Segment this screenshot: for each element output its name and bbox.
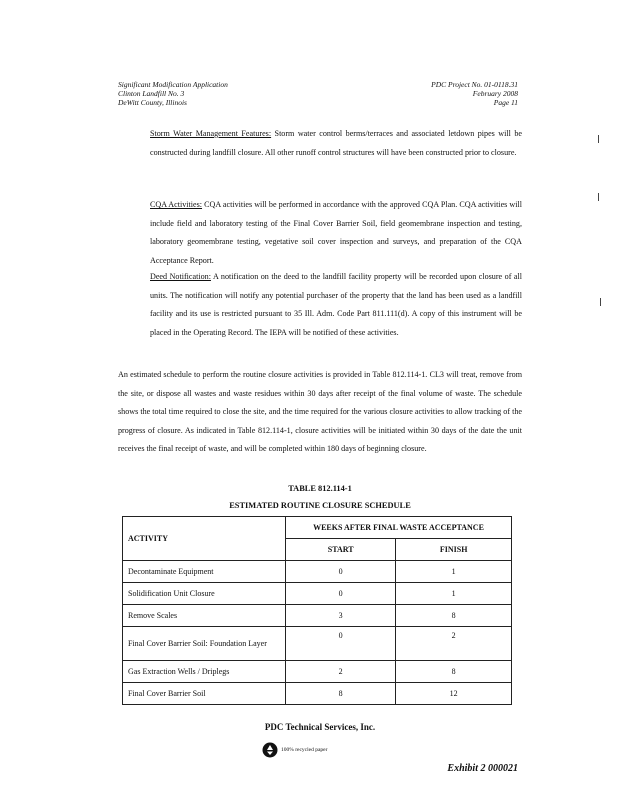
header-right-line-3: Page 11 — [493, 98, 518, 107]
exhibit-number: Exhibit 2 000021 — [447, 763, 518, 774]
table-row — [123, 583, 512, 605]
table-row — [123, 661, 512, 683]
table-header-row — [123, 517, 512, 539]
activity-cell: Final Cover Barrier Soil: Foundation Layer — [123, 627, 286, 661]
header-right-line-2: February 2008 — [472, 89, 518, 98]
start-header: START — [286, 539, 396, 561]
storm-water-label: Storm Water Management Features: — [150, 129, 272, 138]
scan-mark — [600, 298, 601, 306]
start-cell: 0 — [286, 583, 396, 605]
table-row — [123, 561, 512, 583]
cqa-paragraph — [150, 196, 522, 270]
finish-cell: 2 — [396, 627, 512, 661]
recycled-paper-note — [262, 742, 327, 758]
weeks-header: WEEKS AFTER FINAL WASTE ACCEPTANCE — [286, 517, 512, 539]
schedule-paragraph: An estimated schedule to perform the routine closure activities is provided in Table 812.114-1. CL3 will treat, remove from the site, or dispose all wastes and waste residues within 30 days after receipt of the final volume of waste. The schedule shows the total time required to close the site, and the time required for the various closure activities to allow tracking of the progress of closure. As indicated in Table 812.114-1, closure activities will be initiated within 30 days of the date the unit receives the final receipt of waste, and will be completed within 180 days of beginning closure. — [118, 370, 522, 454]
deed-notification-paragraph — [150, 268, 522, 342]
header-left-line-1: Significant Modification Application — [118, 80, 228, 89]
header-left-line-2: Clinton Landfill No. 3 — [118, 89, 185, 98]
table-title: ESTIMATED ROUTINE CLOSURE SCHEDULE — [229, 501, 411, 510]
start-cell: 8 — [286, 683, 396, 705]
storm-water-paragraph — [150, 125, 522, 162]
start-cell: 0 — [286, 627, 396, 661]
cqa-text: CQA activities will be performed in accordance with the approved CQA Plan. CQA activities will include field and laboratory testing of the Final Cover Barrier Soil, field geomembrane inspection and testing, laboratory geomembrane testing, vegetative soil cover inspection and surveys, and preparation of the CQA Acceptance Report. — [150, 200, 523, 265]
table-row — [123, 683, 512, 705]
header-right-line-1: PDC Project No. 01-0118.31 — [431, 80, 518, 89]
cqa-label: CQA Activities: — [150, 200, 203, 209]
scan-mark — [598, 193, 599, 201]
finish-cell: 1 — [396, 583, 512, 605]
start-cell: 3 — [286, 605, 396, 627]
recycled-text: 100% recycled paper — [281, 747, 328, 753]
finish-cell: 8 — [396, 605, 512, 627]
recycle-icon — [262, 742, 278, 758]
activity-cell: Gas Extraction Wells / Driplegs — [123, 661, 286, 683]
header-left — [118, 80, 228, 107]
deed-label: Deed Notification: — [150, 272, 211, 281]
finish-cell: 1 — [396, 561, 512, 583]
finish-header: FINISH — [396, 539, 512, 561]
table-row — [123, 605, 512, 627]
table-row — [123, 627, 512, 661]
header-left-line-3: DeWitt County, Illinois — [118, 98, 187, 107]
deed-text: A notification on the deed to the landfill facility property will be recorded upon closure of all units. The notification will notify any potential purchaser of the property that the land has been used as a landfill facility and its use is restricted pursuant to 35 Ill. Adm. Code Part 811.111(d). A copy of this instrument will be placed in the Operating Record. The IEPA will be notified of these activities. — [150, 272, 522, 337]
activity-header: ACTIVITY — [123, 517, 286, 561]
activity-cell: Final Cover Barrier Soil — [123, 683, 286, 705]
finish-cell: 12 — [396, 683, 512, 705]
start-cell: 0 — [286, 561, 396, 583]
header-right — [431, 80, 518, 107]
activity-cell: Solidification Unit Closure — [123, 583, 286, 605]
storm-water-text: Storm water control berms/terraces and associated letdown pipes will be constructed during landfill closure. All other runoff control structures will have been constructed prior to closure. — [150, 129, 522, 157]
closure-schedule-table — [122, 516, 512, 705]
activity-cell: Decontaminate Equipment — [123, 561, 286, 583]
table-number: TABLE 812.114-1 — [288, 484, 352, 493]
finish-cell: 8 — [396, 661, 512, 683]
start-cell: 2 — [286, 661, 396, 683]
activity-cell: Remove Scales — [123, 605, 286, 627]
scan-mark — [598, 135, 599, 143]
company-name: PDC Technical Services, Inc. — [264, 722, 376, 732]
